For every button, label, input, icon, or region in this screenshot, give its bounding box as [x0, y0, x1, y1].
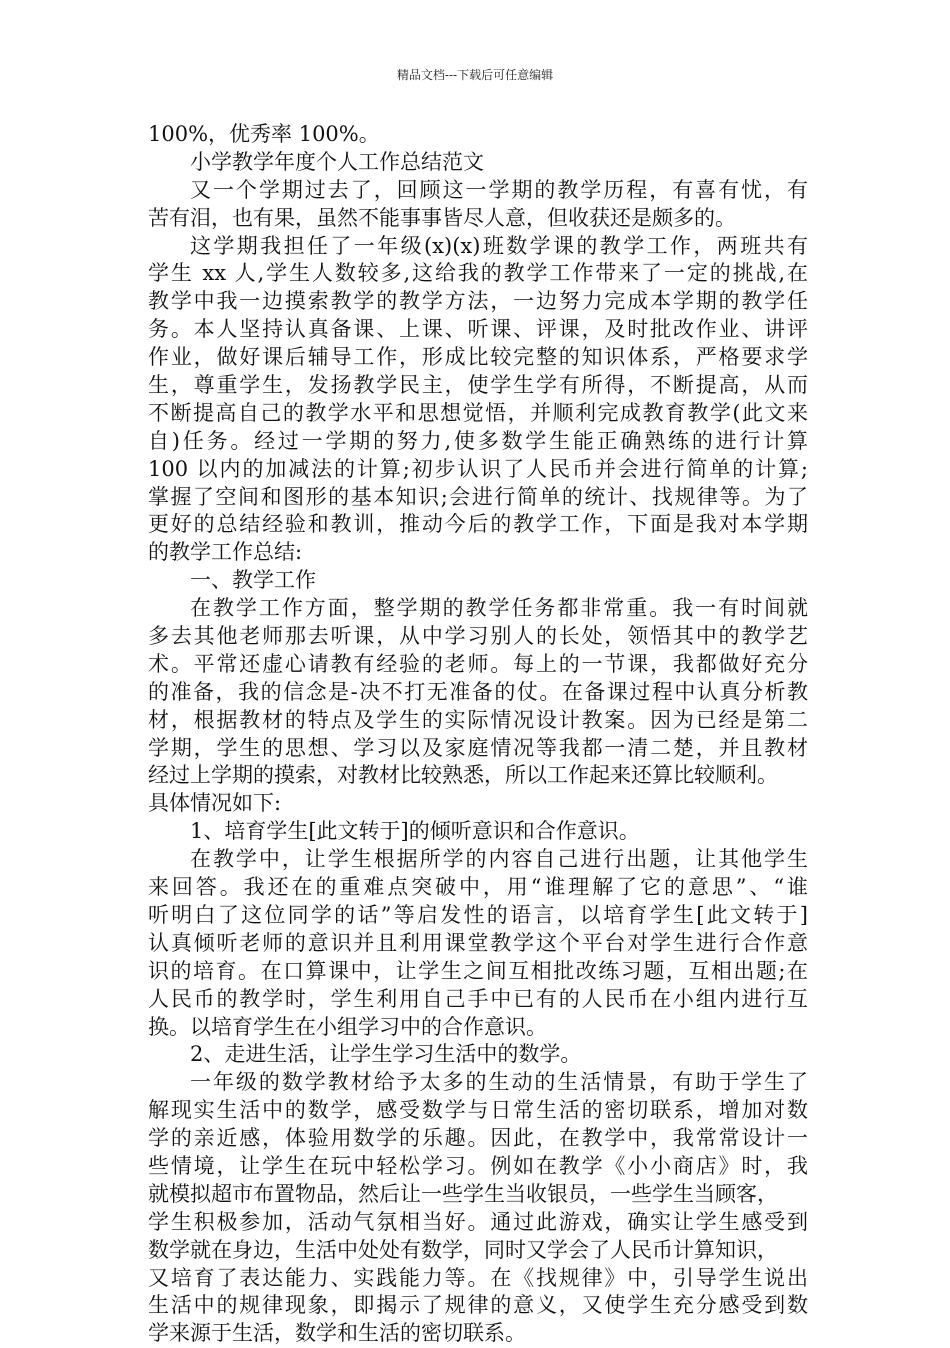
text-line: 术。平常还虚心请教有经验的老师。每上的一节课，我都做好充分: [148, 651, 808, 676]
text-line: 在教学中，让学生根据所学的内容自己进行出题，让其他学生: [190, 847, 808, 872]
text-line: 学生积极参加，活动气氛相当好。通过此游戏，确实让学生感受到: [148, 1209, 808, 1234]
text-line: 学的亲近感，体验用数学的乐趣。因此，在教学中，我常常设计一: [148, 1126, 808, 1151]
text-line: 认真倾听老师的意识并且利用课堂教学这个平台对学生进行合作意: [148, 930, 808, 955]
text-line: 换。以培育学生在小组学习中的合作意识。: [148, 1014, 547, 1039]
text-line: 生活中的规律现象，即揭示了规律的意义，又使学生充分感受到数: [148, 1293, 808, 1318]
text-line: 就模拟超市布置物品，然后让一些学生当收银员，一些学生当顾客，: [148, 1181, 778, 1206]
text-line: 生，尊重学生，发扬教学民主，使学生学有所得，不断提高，从而: [148, 373, 808, 398]
text-line: 苦有泪，也有果，虽然不能事事皆尽人意，但收获还是颇多的。: [148, 205, 736, 230]
text-line: 教学中我一边摸索教学的教学方法，一边努力完成本学期的教学任: [148, 289, 808, 314]
text-line: 数学就在身边，生活中处处有数学，同时又学会了人民币计算知识，: [148, 1237, 778, 1262]
text-line: 100 以内的加减法的计算;初步认识了人民币并会进行简单的计算;: [148, 456, 808, 481]
text-line: 这学期我担任了一年级(x)(x)班数学课的教学工作，两班共有: [190, 233, 808, 258]
text-line: 经过上学期的摸索，对教材比较熟悉，所以工作起来还算比较顺利。: [148, 763, 778, 788]
subsection-heading: 1、培育学生[此文转于]的倾听意识和合作意识。: [190, 819, 640, 844]
text-line: 的教学工作总结:: [148, 540, 303, 565]
text-line: 更好的总结经验和教训，推动今后的教学工作，下面是我对本学期: [148, 512, 808, 537]
text-line: 又培育了表达能力、实践能力等。在《找规律》中，引导学生说出: [148, 1265, 808, 1290]
text-line: 务。本人坚持认真备课、上课、听课、评课，及时批改作业、讲评: [148, 317, 808, 342]
article-title: 小学教学年度个人工作总结范文: [190, 149, 484, 174]
text-line: 不断提高自己的教学水平和思想觉悟，并顺利完成教育教学(此文来: [148, 400, 808, 425]
text-line: 具体情况如下:: [148, 791, 282, 816]
text-line: 学期，学生的思想、学习以及家庭情况等我都一清二楚，并且教材: [148, 735, 808, 760]
section-heading: 一、教学工作: [190, 568, 316, 593]
text-line: 学来源于生活，数学和生活的密切联系。: [148, 1321, 526, 1346]
text-line: 材，根据教材的特点及学生的实际情况设计教案。因为已经是第二: [148, 707, 808, 732]
text-line: 来回答。我还在的重难点突破中，用“谁理解了它的意思”、“谁: [148, 875, 808, 900]
text-line: 些情境，让学生在玩中轻松学习。例如在教学《小小商店》时，我: [148, 1153, 808, 1178]
text-line: 作业，做好课后辅导工作，形成比较完整的知识体系，严格要求学: [148, 345, 808, 370]
text-line: 又一个学期过去了，回顾这一学期的教学历程，有喜有忧，有: [190, 177, 808, 202]
document-body: [148, 121, 808, 1348]
text-line: 多去其他老师那去听课，从中学习别人的长处，领悟其中的教学艺: [148, 624, 808, 649]
text-line: 识的培育。在口算课中，让学生之间互相批改练习题，互相出题;在: [148, 958, 808, 983]
text-line: 人民币的教学时，学生利用自己手中已有的人民币在小组内进行互: [148, 986, 808, 1011]
text-line: 100%，优秀率 100%。: [148, 122, 380, 146]
text-line: 一年级的数学教材给予太多的生动的生活情景，有助于学生了: [190, 1070, 808, 1095]
text-line: 解现实生活中的数学，感受数学与日常生活的密切联系，增加对数: [148, 1098, 808, 1123]
text-line: 在教学工作方面，整学期的教学任务都非常重。我一有时间就: [190, 596, 808, 621]
text-line: 自)任务。经过一学期的努力,使多数学生能正确熟练的进行计算: [148, 428, 808, 453]
subsection-heading: 2、走进生活，让学生学习生活中的数学。: [190, 1042, 582, 1067]
text-line: 听明白了这位同学的话”等启发性的语言，以培育学生[此文转于]: [148, 902, 808, 927]
text-line: 学生 xx 人,学生人数较多,这给我的教学工作带来了一定的挑战,在: [148, 261, 808, 286]
page-header: 精品文档---下载后可任意编辑: [396, 68, 554, 82]
text-line: 掌握了空间和图形的基本知识;会进行简单的统计、找规律等。为了: [148, 484, 808, 509]
text-line: 的准备，我的信念是-决不打无准备的仗。在备课过程中认真分析教: [148, 679, 808, 704]
